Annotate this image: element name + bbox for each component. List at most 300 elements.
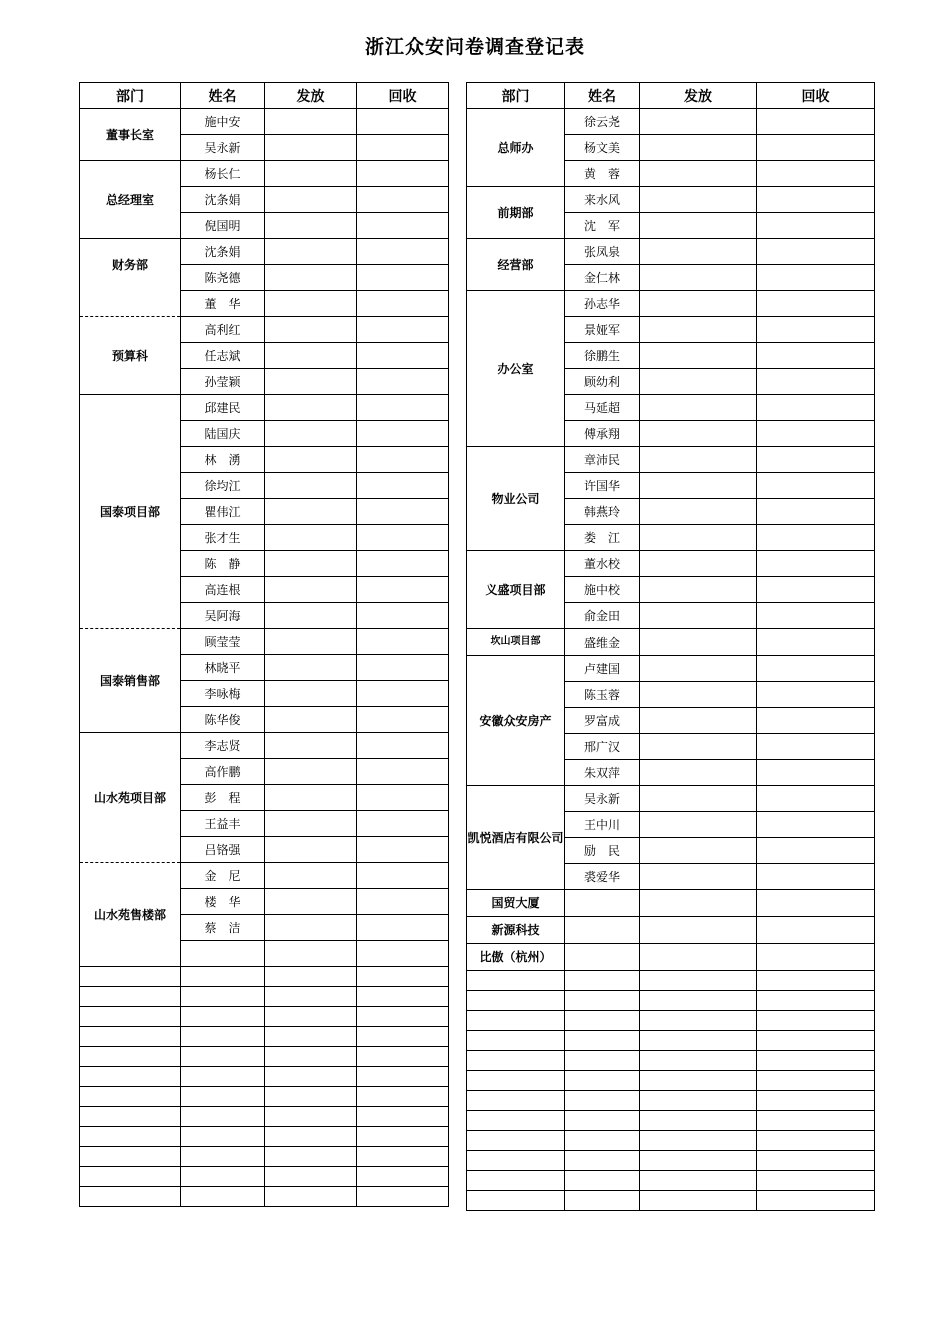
dept-cell[interactable] <box>467 1091 565 1111</box>
returned-cell[interactable] <box>757 760 875 786</box>
name-cell: 陈 静 <box>181 551 265 577</box>
issued-cell[interactable] <box>640 1031 757 1051</box>
returned-cell[interactable] <box>357 421 449 447</box>
returned-cell[interactable] <box>357 655 449 681</box>
returned-cell[interactable] <box>357 811 449 837</box>
name-cell[interactable] <box>181 967 265 987</box>
issued-cell[interactable] <box>640 629 757 656</box>
table-row <box>467 187 875 213</box>
returned-cell[interactable] <box>757 1071 875 1091</box>
issued-cell[interactable] <box>265 265 357 291</box>
returned-cell[interactable] <box>757 239 875 265</box>
returned-cell[interactable] <box>757 421 875 447</box>
returned-cell[interactable] <box>757 369 875 395</box>
returned-cell[interactable] <box>757 1091 875 1111</box>
dept-cell[interactable] <box>467 1171 565 1191</box>
returned-cell[interactable] <box>357 187 449 213</box>
issued-cell[interactable] <box>640 1171 757 1191</box>
name-cell[interactable] <box>565 1031 640 1051</box>
blank-row <box>467 1071 875 1091</box>
dept-cell[interactable] <box>467 1031 565 1051</box>
table-row <box>80 629 449 655</box>
issued-cell[interactable] <box>640 447 757 473</box>
issued-cell[interactable] <box>265 421 357 447</box>
issued-cell[interactable] <box>265 499 357 525</box>
returned-cell[interactable] <box>357 915 449 941</box>
name-cell: 章沛民 <box>565 447 640 473</box>
issued-cell[interactable] <box>265 161 357 187</box>
returned-cell[interactable] <box>357 1087 449 1107</box>
issued-cell[interactable] <box>265 1167 357 1187</box>
issued-cell[interactable] <box>265 1027 357 1047</box>
name-cell: 高作鹏 <box>181 759 265 785</box>
dept-cell[interactable] <box>467 1051 565 1071</box>
name-cell[interactable] <box>565 991 640 1011</box>
returned-cell[interactable] <box>357 681 449 707</box>
returned-cell[interactable] <box>757 395 875 421</box>
issued-cell[interactable] <box>265 1107 357 1127</box>
dept-cell[interactable] <box>467 971 565 991</box>
issued-cell[interactable] <box>265 941 357 967</box>
returned-cell[interactable] <box>757 317 875 343</box>
issued-cell[interactable] <box>265 1007 357 1027</box>
blank-row <box>80 1187 449 1207</box>
returned-cell[interactable] <box>357 369 449 395</box>
name-cell: 金仁林 <box>565 265 640 291</box>
name-cell: 顾幼利 <box>565 369 640 395</box>
name-cell: 董水校 <box>565 551 640 577</box>
name-cell: 林晓平 <box>181 655 265 681</box>
issued-cell[interactable] <box>265 187 357 213</box>
issued-cell[interactable] <box>640 395 757 421</box>
issued-cell[interactable] <box>640 944 757 971</box>
name-cell[interactable] <box>565 1111 640 1131</box>
dept-cell[interactable] <box>80 1087 181 1107</box>
dept-cell[interactable] <box>467 1151 565 1171</box>
returned-cell[interactable] <box>357 1027 449 1047</box>
returned-cell[interactable] <box>357 1107 449 1127</box>
dept-cell: 财务部 <box>80 239 181 291</box>
returned-cell[interactable] <box>357 213 449 239</box>
issued-cell[interactable] <box>265 987 357 1007</box>
name-cell: 施中校 <box>565 577 640 603</box>
name-cell[interactable] <box>181 1107 265 1127</box>
issued-cell[interactable] <box>265 1147 357 1167</box>
name-cell[interactable] <box>565 1011 640 1031</box>
returned-cell[interactable] <box>357 785 449 811</box>
name-cell: 吴永新 <box>565 786 640 812</box>
issued-cell[interactable] <box>265 135 357 161</box>
dept-cell[interactable] <box>80 967 181 987</box>
returned-cell[interactable] <box>357 1147 449 1167</box>
issued-cell[interactable] <box>265 1087 357 1107</box>
name-cell[interactable] <box>565 1071 640 1091</box>
dept-cell[interactable] <box>467 1111 565 1131</box>
dept-cell: 国贸大厦 <box>467 890 565 917</box>
table-row <box>467 239 875 265</box>
name-cell: 张凤泉 <box>565 239 640 265</box>
name-cell: 罗富成 <box>565 708 640 734</box>
returned-cell[interactable] <box>757 890 875 917</box>
issued-cell[interactable] <box>640 890 757 917</box>
returned-cell[interactable] <box>357 603 449 629</box>
dept-cell[interactable] <box>80 1027 181 1047</box>
issued-cell[interactable] <box>265 291 357 317</box>
issued-cell[interactable] <box>265 967 357 987</box>
dept-cell[interactable] <box>80 1047 181 1067</box>
issued-cell[interactable] <box>640 577 757 603</box>
issued-cell[interactable] <box>640 109 757 135</box>
returned-cell[interactable] <box>757 812 875 838</box>
left-table-body <box>80 109 449 1207</box>
returned-cell[interactable] <box>357 733 449 759</box>
issued-cell[interactable] <box>265 707 357 733</box>
name-cell[interactable] <box>565 1131 640 1151</box>
returned-cell[interactable] <box>357 473 449 499</box>
blank-row <box>80 1047 449 1067</box>
returned-cell[interactable] <box>357 941 449 967</box>
table-row <box>80 161 449 187</box>
issued-cell[interactable] <box>640 786 757 812</box>
right-table-body <box>467 109 875 1211</box>
returned-cell[interactable] <box>757 1111 875 1131</box>
table-row <box>80 863 449 889</box>
returned-cell[interactable] <box>357 987 449 1007</box>
issued-cell[interactable] <box>265 811 357 837</box>
returned-cell[interactable] <box>357 135 449 161</box>
issued-cell[interactable] <box>640 369 757 395</box>
blank-row <box>80 967 449 987</box>
issued-cell[interactable] <box>640 421 757 447</box>
returned-cell[interactable] <box>357 863 449 889</box>
returned-cell[interactable] <box>757 499 875 525</box>
issued-cell[interactable] <box>640 1011 757 1031</box>
issued-cell[interactable] <box>640 239 757 265</box>
returned-cell[interactable] <box>357 317 449 343</box>
returned-cell[interactable] <box>757 447 875 473</box>
name-cell[interactable] <box>181 1147 265 1167</box>
issued-cell[interactable] <box>265 759 357 785</box>
issued-cell[interactable] <box>265 629 357 655</box>
issued-cell[interactable] <box>265 1127 357 1147</box>
returned-cell[interactable] <box>357 629 449 655</box>
name-cell: 陈尧德 <box>181 265 265 291</box>
returned-cell[interactable] <box>757 525 875 551</box>
dept-cell[interactable] <box>80 1067 181 1087</box>
issued-cell[interactable] <box>640 551 757 577</box>
dept-cell[interactable] <box>80 1127 181 1147</box>
name-cell: 傅承翔 <box>565 421 640 447</box>
issued-cell[interactable] <box>640 812 757 838</box>
issued-cell[interactable] <box>640 1151 757 1171</box>
name-cell: 陆国庆 <box>181 421 265 447</box>
returned-cell[interactable] <box>757 734 875 760</box>
name-cell: 楼 华 <box>181 889 265 915</box>
issued-cell[interactable] <box>265 213 357 239</box>
returned-cell[interactable] <box>357 551 449 577</box>
returned-cell[interactable] <box>357 577 449 603</box>
issued-cell[interactable] <box>640 682 757 708</box>
returned-cell[interactable] <box>357 1067 449 1087</box>
table-row <box>80 317 449 343</box>
returned-cell[interactable] <box>757 265 875 291</box>
returned-cell[interactable] <box>357 161 449 187</box>
blank-row <box>467 1011 875 1031</box>
issued-cell[interactable] <box>265 317 357 343</box>
returned-cell[interactable] <box>357 707 449 733</box>
col-header-dept: 部门 <box>80 83 181 109</box>
issued-cell[interactable] <box>640 343 757 369</box>
name-cell: 吴阿海 <box>181 603 265 629</box>
returned-cell[interactable] <box>757 971 875 991</box>
dept-cell[interactable] <box>80 1147 181 1167</box>
blank-row <box>467 1091 875 1111</box>
issued-cell[interactable] <box>640 656 757 682</box>
col-header-returned: 回收 <box>357 83 449 109</box>
name-cell[interactable] <box>181 1087 265 1107</box>
dept-cell: 凯悦酒店有限公司 <box>467 786 565 890</box>
name-cell: 娄 江 <box>565 525 640 551</box>
name-cell: 朱双萍 <box>565 760 640 786</box>
col-header-name: 姓名 <box>565 83 640 109</box>
returned-cell[interactable] <box>357 1007 449 1027</box>
issued-cell[interactable] <box>640 135 757 161</box>
name-cell: 卢建国 <box>565 656 640 682</box>
issued-cell[interactable] <box>640 1111 757 1131</box>
returned-cell[interactable] <box>757 213 875 239</box>
issued-cell[interactable] <box>265 109 357 135</box>
issued-cell[interactable] <box>640 161 757 187</box>
returned-cell[interactable] <box>757 1171 875 1191</box>
returned-cell[interactable] <box>757 1031 875 1051</box>
issued-cell[interactable] <box>265 473 357 499</box>
issued-cell[interactable] <box>265 1187 357 1207</box>
returned-cell[interactable] <box>757 991 875 1011</box>
returned-cell[interactable] <box>757 291 875 317</box>
issued-cell[interactable] <box>640 708 757 734</box>
name-cell: 金 尼 <box>181 863 265 889</box>
name-cell: 彭 程 <box>181 785 265 811</box>
name-cell: 来水风 <box>565 187 640 213</box>
col-header-name: 姓名 <box>181 83 265 109</box>
dept-cell[interactable] <box>467 1011 565 1031</box>
issued-cell[interactable] <box>265 343 357 369</box>
issued-cell[interactable] <box>640 499 757 525</box>
returned-cell[interactable] <box>357 1047 449 1067</box>
name-cell[interactable] <box>181 1187 265 1207</box>
table-row <box>467 944 875 971</box>
dept-cell: 安徽众安房产 <box>467 656 565 786</box>
returned-cell[interactable] <box>357 1187 449 1207</box>
issued-cell[interactable] <box>640 265 757 291</box>
dept-cell-empty <box>80 291 181 317</box>
name-cell: 沈 军 <box>565 213 640 239</box>
name-cell <box>565 917 640 944</box>
returned-cell[interactable] <box>757 551 875 577</box>
table-row <box>467 917 875 944</box>
returned-cell[interactable] <box>757 161 875 187</box>
issued-cell[interactable] <box>640 473 757 499</box>
name-cell: 徐云尧 <box>565 109 640 135</box>
returned-cell[interactable] <box>757 864 875 890</box>
issued-cell[interactable] <box>640 317 757 343</box>
dept-cell[interactable] <box>80 1187 181 1207</box>
name-cell[interactable] <box>565 1171 640 1191</box>
blank-row <box>467 991 875 1011</box>
returned-cell[interactable] <box>357 1127 449 1147</box>
returned-cell[interactable] <box>757 656 875 682</box>
table-row <box>80 395 449 421</box>
col-header-returned: 回收 <box>757 83 875 109</box>
returned-cell[interactable] <box>757 603 875 629</box>
dept-cell[interactable] <box>467 991 565 1011</box>
returned-cell[interactable] <box>757 708 875 734</box>
returned-cell[interactable] <box>757 109 875 135</box>
returned-cell[interactable] <box>757 917 875 944</box>
dept-cell[interactable] <box>80 1167 181 1187</box>
issued-cell[interactable] <box>640 1191 757 1211</box>
issued-cell[interactable] <box>640 1071 757 1091</box>
issued-cell[interactable] <box>640 760 757 786</box>
name-cell[interactable] <box>565 1151 640 1171</box>
returned-cell[interactable] <box>757 135 875 161</box>
name-cell[interactable] <box>565 971 640 991</box>
issued-cell[interactable] <box>640 213 757 239</box>
name-cell[interactable] <box>181 1167 265 1187</box>
name-cell: 蔡 洁 <box>181 915 265 941</box>
name-cell[interactable] <box>181 987 265 1007</box>
issued-cell[interactable] <box>640 838 757 864</box>
name-cell: 瞿伟江 <box>181 499 265 525</box>
returned-cell[interactable] <box>357 759 449 785</box>
returned-cell[interactable] <box>757 343 875 369</box>
left-register-table <box>79 82 449 1207</box>
issued-cell[interactable] <box>265 447 357 473</box>
dept-cell[interactable] <box>80 1007 181 1027</box>
returned-cell[interactable] <box>757 1191 875 1211</box>
blank-row <box>80 1027 449 1047</box>
dept-cell[interactable] <box>467 1131 565 1151</box>
name-cell[interactable] <box>565 1051 640 1071</box>
issued-cell[interactable] <box>265 577 357 603</box>
issued-cell[interactable] <box>640 917 757 944</box>
dept-cell: 山水苑项目部 <box>80 733 181 863</box>
returned-cell[interactable] <box>757 786 875 812</box>
blank-row <box>80 1147 449 1167</box>
issued-cell[interactable] <box>265 239 357 265</box>
name-cell[interactable] <box>181 1067 265 1087</box>
returned-cell[interactable] <box>757 1151 875 1171</box>
returned-cell[interactable] <box>757 187 875 213</box>
returned-cell[interactable] <box>357 395 449 421</box>
returned-cell[interactable] <box>357 889 449 915</box>
returned-cell[interactable] <box>757 838 875 864</box>
returned-cell[interactable] <box>757 1011 875 1031</box>
issued-cell[interactable] <box>640 1091 757 1111</box>
dept-cell[interactable] <box>467 1191 565 1211</box>
name-cell[interactable] <box>181 1127 265 1147</box>
issued-cell[interactable] <box>640 291 757 317</box>
dept-cell: 物业公司 <box>467 447 565 551</box>
returned-cell[interactable] <box>757 473 875 499</box>
returned-cell[interactable] <box>757 944 875 971</box>
issued-cell[interactable] <box>265 681 357 707</box>
name-cell[interactable] <box>181 1027 265 1047</box>
issued-cell[interactable] <box>265 369 357 395</box>
issued-cell[interactable] <box>265 525 357 551</box>
name-cell: 徐鹏生 <box>565 343 640 369</box>
returned-cell[interactable] <box>757 1131 875 1151</box>
returned-cell[interactable] <box>357 109 449 135</box>
returned-cell[interactable] <box>357 291 449 317</box>
issued-cell[interactable] <box>265 1067 357 1087</box>
blank-row <box>80 987 449 1007</box>
name-cell: 高连根 <box>181 577 265 603</box>
issued-cell[interactable] <box>265 395 357 421</box>
issued-cell[interactable] <box>265 655 357 681</box>
issued-cell[interactable] <box>265 837 357 863</box>
issued-cell[interactable] <box>640 187 757 213</box>
issued-cell[interactable] <box>265 603 357 629</box>
returned-cell[interactable] <box>357 343 449 369</box>
issued-cell[interactable] <box>265 1047 357 1067</box>
name-cell: 沈条娟 <box>181 239 265 265</box>
issued-cell[interactable] <box>265 863 357 889</box>
returned-cell[interactable] <box>757 577 875 603</box>
issued-cell[interactable] <box>640 971 757 991</box>
returned-cell[interactable] <box>357 1167 449 1187</box>
name-cell[interactable] <box>565 1091 640 1111</box>
returned-cell[interactable] <box>757 629 875 656</box>
issued-cell[interactable] <box>640 734 757 760</box>
name-cell[interactable] <box>565 1191 640 1211</box>
name-cell: 黄 蓉 <box>565 161 640 187</box>
returned-cell[interactable] <box>357 239 449 265</box>
name-cell: 施中安 <box>181 109 265 135</box>
returned-cell[interactable] <box>357 447 449 473</box>
returned-cell[interactable] <box>757 1051 875 1071</box>
returned-cell[interactable] <box>357 525 449 551</box>
returned-cell[interactable] <box>757 682 875 708</box>
returned-cell[interactable] <box>357 499 449 525</box>
returned-cell[interactable] <box>357 265 449 291</box>
issued-cell[interactable] <box>640 991 757 1011</box>
issued-cell[interactable] <box>265 915 357 941</box>
returned-cell[interactable] <box>357 837 449 863</box>
name-cell: 李咏梅 <box>181 681 265 707</box>
issued-cell[interactable] <box>265 733 357 759</box>
dept-cell: 国泰项目部 <box>80 395 181 629</box>
issued-cell[interactable] <box>265 889 357 915</box>
returned-cell[interactable] <box>357 967 449 987</box>
issued-cell[interactable] <box>265 785 357 811</box>
issued-cell[interactable] <box>640 603 757 629</box>
issued-cell[interactable] <box>640 1051 757 1071</box>
issued-cell[interactable] <box>640 864 757 890</box>
blank-row <box>80 1067 449 1087</box>
name-cell[interactable] <box>181 1047 265 1067</box>
dept-cell[interactable] <box>80 1107 181 1127</box>
name-cell[interactable] <box>181 1007 265 1027</box>
issued-cell[interactable] <box>640 525 757 551</box>
col-header-issued: 发放 <box>640 83 757 109</box>
table-row <box>467 629 875 656</box>
dept-cell[interactable] <box>467 1071 565 1091</box>
dept-cell[interactable] <box>80 987 181 1007</box>
issued-cell[interactable] <box>265 551 357 577</box>
name-cell: 王益丰 <box>181 811 265 837</box>
issued-cell[interactable] <box>640 1131 757 1151</box>
